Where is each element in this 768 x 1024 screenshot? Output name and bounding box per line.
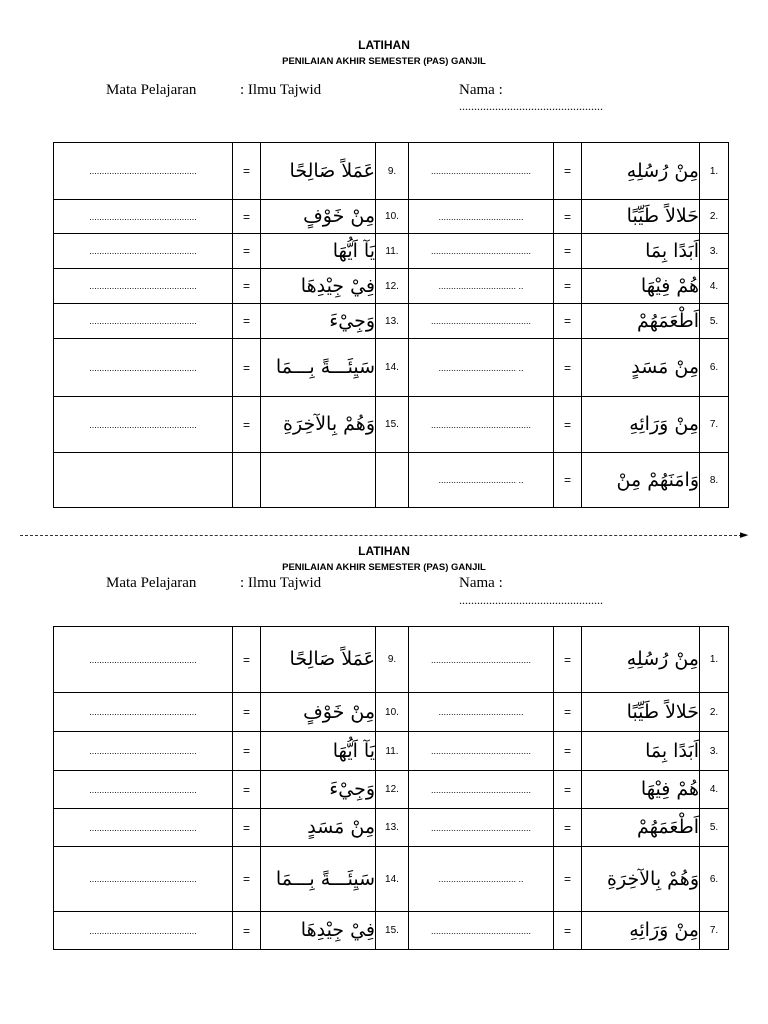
answer-blank[interactable]: .................................. xyxy=(409,693,554,732)
answer-blank[interactable]: ........................................... xyxy=(54,269,233,304)
equals-sign: = xyxy=(233,771,261,809)
question-number: 12. xyxy=(376,269,409,304)
equals-sign: = xyxy=(554,397,582,453)
answer-blank[interactable]: ............................... .. xyxy=(409,453,554,508)
answer-table xyxy=(53,626,729,950)
arabic-phrase: هُمْ فِيْهَا xyxy=(582,269,700,304)
question-number: 9. xyxy=(376,627,409,693)
subject-label: Mata Pelajaran xyxy=(106,575,197,591)
question-number: 12. xyxy=(376,771,409,809)
answer-blank[interactable]: ........................................... xyxy=(54,847,233,912)
arabic-phrase: وَجِيْءَ xyxy=(261,304,376,339)
equals-sign: = xyxy=(233,200,261,234)
question-number: 10. xyxy=(376,693,409,732)
arabic-phrase: عَمَلاً صَالِحًا xyxy=(261,627,376,693)
arabic-phrase: مِنْ وَرَائِهِ xyxy=(582,397,700,453)
arabic-phrase: مِنْ وَرَائِهِ xyxy=(582,912,700,950)
question-number: 14. xyxy=(376,339,409,397)
arabic-phrase: يَآ اَيُّهَا xyxy=(261,234,376,269)
arabic-phrase: حَلالاً طَيِّبًا xyxy=(582,693,700,732)
arabic-phrase: مِنْ مَسَدٍ xyxy=(261,809,376,847)
equals-sign: = xyxy=(233,912,261,950)
equals-sign: = xyxy=(554,809,582,847)
name-label: Nama : xyxy=(459,575,503,591)
answer-blank[interactable]: ........................................... xyxy=(54,771,233,809)
answer-blank[interactable]: ........................................... xyxy=(54,200,233,234)
equals-sign: = xyxy=(554,912,582,950)
equals-sign: = xyxy=(554,453,582,508)
arabic-phrase: اَطْعَمَهُمْ xyxy=(582,809,700,847)
equals-sign: = xyxy=(554,200,582,234)
arabic-phrase xyxy=(261,453,376,508)
table-row xyxy=(54,847,729,912)
answer-blank[interactable]: ........................................ xyxy=(409,234,554,269)
answer-blank[interactable]: ........................................ xyxy=(409,809,554,847)
answer-table xyxy=(53,142,729,508)
answer-blank[interactable]: ........................................ xyxy=(409,397,554,453)
arabic-phrase: وَامَنَهُمْ مِنْ xyxy=(582,453,700,508)
arabic-phrase: اَبَدًا بِمَا xyxy=(582,732,700,771)
answer-blank[interactable]: .................................. xyxy=(409,200,554,234)
equals-sign: = xyxy=(554,143,582,200)
question-number: 13. xyxy=(376,809,409,847)
equals-sign: = xyxy=(233,847,261,912)
question-number: 1. xyxy=(700,627,729,693)
answer-blank xyxy=(54,453,233,508)
arabic-phrase: اَطْعَمَهُمْ xyxy=(582,304,700,339)
arabic-phrase: سَيِئَـــةً بِـــمَا xyxy=(261,339,376,397)
question-number: 6. xyxy=(700,339,729,397)
answer-blank[interactable]: ........................................ xyxy=(409,627,554,693)
answer-blank[interactable]: ........................................... xyxy=(54,339,233,397)
arrow-right-icon: ► xyxy=(740,528,749,541)
equals-sign: = xyxy=(233,339,261,397)
arabic-phrase: اَبَدًا بِمَا xyxy=(582,234,700,269)
cut-line xyxy=(20,535,742,536)
question-number: 7. xyxy=(700,397,729,453)
table-row xyxy=(54,693,729,732)
equals-sign: = xyxy=(554,771,582,809)
arabic-phrase: مِنْ خَوْفٍ xyxy=(261,200,376,234)
table-row xyxy=(54,627,729,693)
answer-blank[interactable]: ........................................ xyxy=(409,304,554,339)
question-number: 8. xyxy=(700,453,729,508)
question-number: 13. xyxy=(376,304,409,339)
arabic-phrase: وَجِيْءَ xyxy=(261,771,376,809)
equals-sign: = xyxy=(233,397,261,453)
name-blank: ................................................ xyxy=(459,99,603,113)
table-row xyxy=(54,771,729,809)
table-row xyxy=(54,143,729,200)
answer-blank[interactable]: ........................................... xyxy=(54,809,233,847)
equals-sign: = xyxy=(554,627,582,693)
equals-sign: = xyxy=(554,693,582,732)
equals-sign: = xyxy=(233,234,261,269)
answer-blank[interactable]: ........................................... xyxy=(54,143,233,200)
answer-blank[interactable]: ........................................... xyxy=(54,732,233,771)
equals-sign: = xyxy=(554,732,582,771)
question-number: 1. xyxy=(700,143,729,200)
question-number: 9. xyxy=(376,143,409,200)
question-number: 2. xyxy=(700,200,729,234)
name-blank: ................................................ xyxy=(459,593,603,607)
arabic-phrase: هُمْ فِيْهَا xyxy=(582,771,700,809)
arabic-phrase: سَيِئَـــةً بِـــمَا xyxy=(261,847,376,912)
answer-blank[interactable]: ........................................... xyxy=(54,397,233,453)
arabic-phrase: عَمَلاً صَالِحًا xyxy=(261,143,376,200)
arabic-phrase: فِيْ جِيْدِهَا xyxy=(261,912,376,950)
table-row xyxy=(54,200,729,234)
answer-blank[interactable]: ........................................ xyxy=(409,143,554,200)
worksheet-subtitle: PENILAIAN AKHIR SEMESTER (PAS) GANJIL xyxy=(282,56,486,67)
question-number: 4. xyxy=(700,269,729,304)
subject-value: : Ilmu Tajwid xyxy=(240,575,322,591)
question-number xyxy=(376,453,409,508)
equals-sign: = xyxy=(233,269,261,304)
arabic-phrase: مِنْ خَوْفٍ xyxy=(261,693,376,732)
arabic-phrase: فِيْ جِيْدِهَا xyxy=(261,269,376,304)
equals-sign: = xyxy=(233,809,261,847)
subject-label: Mata Pelajaran xyxy=(106,82,197,98)
answer-blank[interactable]: ............................... .. xyxy=(409,847,554,912)
question-number: 11. xyxy=(376,732,409,771)
arabic-phrase: مِنْ رُسُلِهِ xyxy=(582,143,700,200)
equals-sign: = xyxy=(554,234,582,269)
arabic-phrase: مِنْ مَسَدٍ xyxy=(582,339,700,397)
table-row xyxy=(54,732,729,771)
worksheet-subtitle: PENILAIAN AKHIR SEMESTER (PAS) GANJIL xyxy=(282,562,486,573)
arabic-phrase: مِنْ رُسُلِهِ xyxy=(582,627,700,693)
question-number: 3. xyxy=(700,732,729,771)
equals-sign: = xyxy=(233,693,261,732)
question-number: 2. xyxy=(700,693,729,732)
question-number: 7. xyxy=(700,912,729,950)
table-row xyxy=(54,453,729,508)
question-number: 10. xyxy=(376,200,409,234)
question-number: 5. xyxy=(700,304,729,339)
subject-value: : Ilmu Tajwid xyxy=(240,82,322,98)
answer-blank[interactable]: ........................................ xyxy=(409,732,554,771)
table-row xyxy=(54,269,729,304)
equals-sign: = xyxy=(554,847,582,912)
question-number: 4. xyxy=(700,771,729,809)
equals-sign: = xyxy=(233,304,261,339)
answer-blank[interactable]: ........................................ xyxy=(409,912,554,950)
arabic-phrase: وَهُمْ بِالآخِرَةِ xyxy=(582,847,700,912)
name-label: Nama : xyxy=(459,82,503,98)
equals-sign: = xyxy=(233,732,261,771)
table-row xyxy=(54,339,729,397)
answer-blank[interactable]: ........................................... xyxy=(54,627,233,693)
answer-blank[interactable]: ........................................... xyxy=(54,234,233,269)
question-number: 14. xyxy=(376,847,409,912)
answer-blank[interactable]: ............................... .. xyxy=(409,339,554,397)
worksheet-title: LATIHAN xyxy=(358,544,410,558)
table-row xyxy=(54,912,729,950)
question-number: 11. xyxy=(376,234,409,269)
question-number: 15. xyxy=(376,397,409,453)
question-number: 5. xyxy=(700,809,729,847)
answer-blank[interactable]: ........................................... xyxy=(54,693,233,732)
question-number: 15. xyxy=(376,912,409,950)
equals-sign xyxy=(233,453,261,508)
equals-sign: = xyxy=(233,143,261,200)
table-row xyxy=(54,809,729,847)
worksheet-title: LATIHAN xyxy=(358,38,410,52)
equals-sign: = xyxy=(233,627,261,693)
answer-blank[interactable]: ........................................ xyxy=(409,771,554,809)
question-number: 6. xyxy=(700,847,729,912)
equals-sign: = xyxy=(554,269,582,304)
arabic-phrase: يَآ اَيُّهَا xyxy=(261,732,376,771)
answer-blank[interactable]: ........................................... xyxy=(54,912,233,950)
table-row xyxy=(54,234,729,269)
table-row xyxy=(54,397,729,453)
equals-sign: = xyxy=(554,304,582,339)
answer-blank[interactable]: ........................................... xyxy=(54,304,233,339)
answer-blank[interactable]: ............................... .. xyxy=(409,269,554,304)
arabic-phrase: وَهُمْ بِالآخِرَةِ xyxy=(261,397,376,453)
arabic-phrase: حَلالاً طَيِّبًا xyxy=(582,200,700,234)
question-number: 3. xyxy=(700,234,729,269)
equals-sign: = xyxy=(554,339,582,397)
table-row xyxy=(54,304,729,339)
